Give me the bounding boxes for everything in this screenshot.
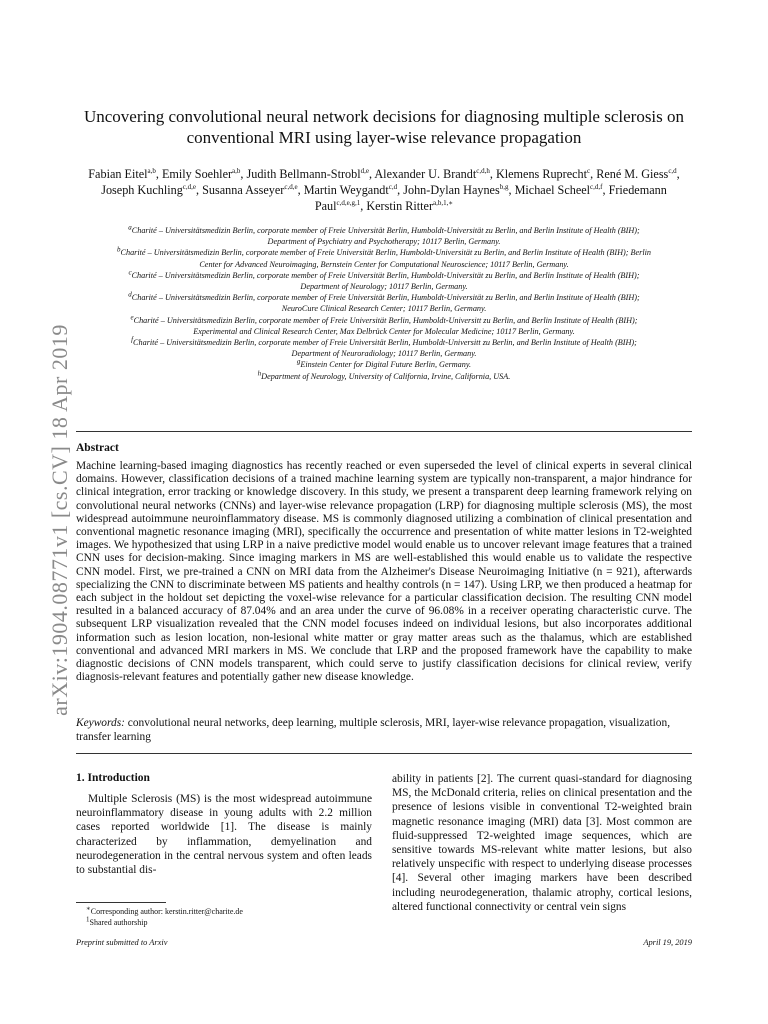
affiliations [76, 225, 692, 382]
affiliation-mark: g [296, 357, 301, 366]
author-name: Michael Scheel [514, 183, 591, 197]
author-name: Judith Bellmann-Strobl [246, 167, 361, 181]
footnote-mark: 1 [86, 915, 90, 924]
footnote-mark: ∗ [86, 904, 91, 913]
author-name: John-Dylan Haynes [403, 183, 500, 197]
affiliation-text: Charité – Universitätsmedizin Berlin, corporate member of Freie Universität Berlin, Humboldt-Universitt zu Berlin, and Berlin Institute of Health (BIH); [133, 338, 637, 348]
affiliation-line [76, 326, 692, 337]
arxiv-side-label: arXiv:1904.08771v1 [cs.CV] 18 Apr 2019 [47, 324, 72, 716]
author-affiliation-marks: d,e [360, 166, 369, 175]
author [366, 199, 453, 213]
affiliation-mark: a [128, 223, 132, 232]
author-affiliation-marks: c,d,e [284, 182, 298, 191]
author-name: Klemens Ruprecht [495, 167, 587, 181]
author-affiliation-marks: a,b,1,∗ [433, 198, 454, 207]
affiliation-text: Charité – Universitätsmedizin Berlin, corporate member of Freie Universität Berlin, Humboldt-Universitt zu Berlin, and Berlin Institute of Health (BIH); [133, 315, 638, 325]
author-affiliation-marks: b,g [499, 182, 509, 191]
abstract-heading: Abstract [76, 442, 119, 454]
affiliation-line [76, 312, 692, 326]
author [304, 183, 397, 197]
affiliation-mark: e [130, 312, 134, 321]
paper-title: Uncovering convolutional neural network decisions for diagnosing multiple sclerosis on conventional MRI using layer-wise relevance propagation [83, 107, 685, 147]
affiliation-line [76, 348, 692, 359]
author-affiliation-marks: c [587, 166, 591, 175]
author [496, 167, 590, 181]
author-name: René M. Giess [596, 167, 669, 181]
affiliation-text: Charité – Universitätsmedizin Berlin, corporate member of Freie Universität Berlin, Humboldt-Universität zu Berlin, and Berlin Institute of Health (BIH); [131, 226, 640, 235]
affiliation-line [76, 225, 692, 236]
affiliation-text: Charité – Universitätsmedizin Berlin, corporate member of Freie Universität Berlin, Humboldt-Universität zu Berlin, and Berlin Institute of Health (BIH); [131, 293, 640, 303]
author-affiliation-marks: c,d,e [182, 182, 197, 191]
intro-left-column [76, 772, 372, 877]
footer-preprint-note: Preprint submitted to Arxiv [76, 938, 168, 947]
author [101, 183, 196, 197]
affiliation-text: Department of Neurology; 10117 Berlin, Germany. [300, 282, 468, 292]
author-affiliation-marks: a,b [232, 166, 241, 175]
author-name: Emily Soehler [161, 167, 233, 181]
author-affiliation-marks: c,d,h [476, 166, 490, 175]
section-heading-introduction: 1. Introduction [76, 772, 150, 784]
affiliation-mark: c [128, 268, 132, 277]
abstract-body: Machine learning-based imaging diagnostics has recently reached or even superseded the level of clinical experts in several clinical domains. However, classification decisions of a trained machine learning system are typically non-transparent, a major hindrance for clinical integration, error tracking or knowledge discovery. In this study, we present a transparent deep learning framework relying on convolutional neural networks (CNNs) and layer-wise relevance propagation (LRP) for diagnosing multiple sclerosis (MS), the most widespread autoimmune neuroinflammatory disease. MS is commonly diagnosed utilizing a combination of clinical presentation and conventional magnetic resonance imaging (MRI), specifically the occurrence and presentation of white matter lesions in T2-weighted images. We hypothesized that using LRP in a naive predictive model would enable us to uncover relevant image features that a trained CNN uses for decision-making. Since imaging markers in MS are well-established this would enable us to validate the respective CNN model. First, we pre-trained a CNN on MRI data from the Alzheimer's Disease Neuroimaging Initiative (n = 921), afterwards specializing the CNN to discriminate between MS patients and healthy controls (n = 147). Using LRP, we then produced a heatmap for each subject in the holdout set depicting the voxel-wise relevance for a particular classification decision. The resulting CNN model resulted in a balanced accuracy of 87.04% and an area under the curve of 96.08% in a receiver operating characteristic curve. The subsequent LRP visualization revealed that the CNN model focuses indeed on individual lesions, but also incorporates additional information such as lesion location, non-lesional white matter or gray matter areas such as the thalamus, which are established conventional and advanced MRI markers in MS. We conclude that LRP and the proposed framework have the capability to make diagnostic decisions of CNN models transparent, which could serve to justify classification decisions for clinical review, verify diagnosis-relevant features and potentially gather new disease knowledge. [76, 460, 692, 684]
intro-paragraph-right: ability in patients [2]. The current quasi-standard for diagnosing MS, the McDonald criteria, relies on clinical presentation and the presence of lesions visible in conventional T2-weighted brain magnetic resonance imaging (MRI) data [3]. Most common are fluid-suppressed T2-weighted image sequences, which are sensitive towards MS-relevant white matter lesions, but also relatively unspecific with respect to underlying disease processes [4]. Several other imaging markers have been described including neurodegeneration, thalamic atrophy, cortical lesions, altered functional connectivity or central vein signs [392, 773, 692, 913]
affiliation-line [76, 303, 692, 314]
abstract-top-rule [76, 431, 692, 432]
affiliation-text: Center for Advanced Neuroimaging, Bernstein Center for Computational Neuroscience; 10117 Berlin, Germany. [199, 259, 569, 269]
author-name: Kerstin Ritter [366, 199, 434, 213]
footnote-corresponding [86, 906, 366, 917]
author [247, 167, 369, 181]
author-affiliation-marks: c,d,f [590, 182, 603, 191]
affiliation-line [76, 247, 692, 258]
affiliation-text: Einstein Center for Digital Future Berlin, Germany. [300, 360, 472, 370]
affiliation-line [76, 368, 692, 382]
author [374, 167, 489, 181]
author-name: Alexander U. Brandt [374, 167, 477, 181]
author [596, 167, 676, 181]
footnote-text: Corresponding author: kerstin.ritter@charite.de [90, 907, 243, 916]
keywords [76, 716, 692, 744]
author-affiliation-marks: a,b [147, 166, 156, 175]
footnote-rule [76, 902, 166, 903]
keywords-text: convolutional neural networks, deep learning, multiple sclerosis, MRI, layer-wise relevance propagation, visualization, transfer learning [76, 717, 671, 743]
author-name: Fabian Eitel [88, 167, 148, 181]
affiliation-text: Department of Psychiatry and Psychotherapy; 10117 Berlin, Germany. [267, 237, 501, 247]
affiliation-line [76, 292, 692, 303]
affiliation-text: Charité – Universitätsmedizin Berlin, corporate member of Freie Universität Berlin, Humboldt-Universität zu Berlin, and Berlin Institute of Health (BIH); [131, 270, 640, 280]
affiliation-text: Experimental and Clinical Research Center, Max Delbrück Center for Molecular Medicine; 10117 Berlin, Germany. [193, 326, 575, 336]
author [202, 183, 297, 197]
footnote-text: Shared authorship [89, 918, 148, 927]
abstract-bottom-rule [76, 753, 692, 754]
affiliation-mark: f [131, 335, 134, 344]
author-name: Martin Weygandt [303, 183, 389, 197]
author-name: Joseph Kuchling [101, 183, 183, 197]
author [403, 183, 508, 197]
author-name: Friedemann Paul [314, 183, 667, 213]
affiliation-mark: b [117, 245, 121, 254]
author-affiliation-marks: c,d [388, 182, 398, 191]
author [162, 167, 240, 181]
affiliation-text: Charité – Universitätsmedizin Berlin, corporate member of Freie Universität Berlin, Humboldt-Universität zu Berlin, and Berlin Institute of Health (BIH); Berlin [120, 248, 651, 258]
affiliation-text: NeuroCure Clinical Research Center; 10117 Berlin, Germany. [281, 304, 487, 314]
affiliation-line [76, 337, 692, 348]
keywords-label: Keywords: [76, 717, 125, 729]
author-name: Susanna Asseyer [202, 183, 285, 197]
affiliation-mark: h [257, 368, 262, 377]
affiliation-line [76, 259, 692, 270]
affiliation-mark: d [128, 290, 132, 299]
affiliation-line [76, 281, 692, 292]
footer-date: April 19, 2019 [643, 938, 692, 947]
affiliation-text: Department of Neurology, University of California, Irvine, California, USA. [261, 371, 511, 381]
intro-paragraph-left: Multiple Sclerosis (MS) is the most widespread autoimmune neuroinflammatory disease in young adults with 2.2 million cases reported worldwide [1]. The disease is mainly characterized by inflammation, demyelination and neurodegeneration in the central nervous system and often leads to substantial dis- [76, 793, 372, 877]
author [88, 167, 156, 181]
footnote-shared [86, 917, 366, 928]
author-list: Fabian Eitel$^{a,b}$, Emily Soehler$^{a,b}$, Judith Bellmann-Strobl$^{d,e}$, Alexander U. Brandt$^{c,d,h}$, Klemens Ruprecht$^c$, René M. Giess$^{c,d}$, Joseph Kuchling$^{c,d,e}$, Susanna Asseyer$^{c,d,e}$, Martin Weygandt$^{c,d}$, John-Dylan Haynes$^{b,g}$, Michael Scheel$^{c,d,f}$, Friedemann Paul$^{c,d,e,g,1}$, Kerstin Ritter$^{a,b,1,∗}$ [88, 166, 680, 213]
author-affiliation-marks: c,d [668, 166, 677, 175]
affiliation-line [76, 270, 692, 281]
intro-right-column [392, 772, 692, 914]
affiliation-line [76, 359, 692, 370]
affiliation-line [76, 236, 692, 247]
affiliation-text: Department of Neuroradiology; 10117 Berlin, Germany. [291, 349, 477, 359]
author [515, 183, 603, 197]
author-affiliation-marks: c,d,e,g,1 [336, 198, 361, 207]
